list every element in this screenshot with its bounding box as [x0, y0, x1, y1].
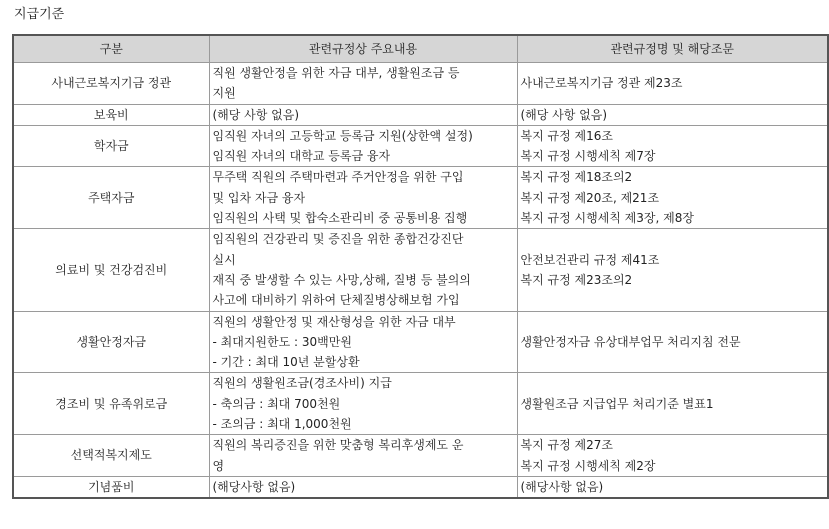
content-line: (해당 사항 없음): [212, 107, 300, 122]
content-line: 무주택 직원의 주택마련과 주거안정을 위한 구입: [212, 170, 464, 185]
content-line: 직원의 생활안정 및 재산형성을 위한 자금 대부: [212, 314, 456, 329]
reference-line: 복지 규정 제20조, 제21조: [520, 190, 660, 205]
regulation-reference-cell: [517, 63, 828, 105]
reference-line: 안전보건관리 규정 제41조: [520, 252, 660, 267]
regulation-reference-cell: [517, 435, 828, 477]
reference-line: (해당사항 없음): [520, 479, 604, 494]
regulation-reference-cell: [517, 104, 828, 125]
content-line: - 최대지원한도 : 30백만원: [212, 334, 352, 349]
content-line: 임직원 자녀의 대학교 등록금 융자: [212, 149, 391, 164]
reference-line: 복지 규정 제27조: [520, 438, 613, 453]
main-content-cell: [209, 104, 517, 125]
reference-line: 복지 규정 시행세칙 제2장: [520, 458, 656, 473]
content-line: 직원의 생활원조금(경조사비) 지급: [212, 376, 392, 391]
category-cell: 선택적복지제도: [13, 435, 209, 477]
content-line: 직원의 복리증진을 위한 맞춤형 복리후생제도 운: [212, 438, 464, 453]
content-line: 지원: [212, 86, 236, 101]
content-line: 사고에 대비하기 위하여 단체질병상해보험 가입: [212, 293, 460, 308]
reference-line: (해당 사항 없음): [520, 107, 608, 122]
category-cell: 보육비: [13, 104, 209, 125]
content-line: 임직원 자녀의 고등학교 등록금 지원(상한액 설정): [212, 128, 473, 143]
category-cell: 경조비 및 유족위로금: [13, 373, 209, 435]
header-main-content: 관련규정상 주요내용: [209, 35, 517, 63]
main-content-cell: [209, 476, 517, 498]
category-cell: 생활안정자금: [13, 311, 209, 373]
main-content-cell: [209, 229, 517, 311]
table-row: [13, 125, 828, 167]
table-body: [13, 63, 828, 499]
reference-line: 사내근로복지기금 정관 제23조: [520, 76, 683, 91]
category-cell: 사내근로복지기금 정관: [13, 63, 209, 105]
regulation-reference-cell: [517, 125, 828, 167]
category-cell: 기념품비: [13, 476, 209, 498]
table-row: [13, 476, 828, 498]
content-line: - 축의금 : 최대 700천원: [212, 396, 341, 411]
table-row: [13, 435, 828, 477]
reference-line: 복지 규정 제16조: [520, 128, 613, 143]
table-row: [13, 311, 828, 373]
reference-line: 복지 규정 시행세칙 제7장: [520, 149, 656, 164]
table-row: [13, 63, 828, 105]
reference-line: 복지 규정 제23조의2: [520, 272, 633, 287]
content-line: - 기간 : 최대 10년 분할상환: [212, 355, 360, 370]
content-line: 직원 생활안정을 위한 자금 대부, 생활원조금 등: [212, 66, 460, 80]
table-header-row: [13, 35, 828, 63]
content-line: 임직원의 사택 및 합숙소관리비 중 공통비용 집행: [212, 211, 468, 226]
content-line: 및 입차 자금 융자: [212, 190, 306, 205]
reference-line: 생활안정자금 유상대부업무 처리지침 전문: [520, 334, 741, 349]
table-row: [13, 373, 828, 435]
content-line: 실시: [212, 252, 236, 267]
main-content-cell: [209, 125, 517, 167]
regulation-reference-cell: [517, 167, 828, 229]
table-row: [13, 229, 828, 311]
regulation-reference-cell: [517, 229, 828, 311]
table-row: [13, 167, 828, 229]
category-cell: 의료비 및 건강검진비: [13, 229, 209, 311]
content-line: 임직원의 건강관리 및 증진을 위한 종합건강진단: [212, 232, 464, 247]
regulation-reference-cell: [517, 476, 828, 498]
header-category: 구분: [13, 35, 209, 63]
table-row: [13, 104, 828, 125]
regulation-reference-cell: [517, 311, 828, 373]
main-content-cell: [209, 373, 517, 435]
reference-line: 복지 규정 시행세칙 제3장, 제8장: [520, 211, 694, 226]
main-content-cell: [209, 435, 517, 477]
content-line: (해당사항 없음): [212, 479, 296, 494]
reference-line: 복지 규정 제18조의2: [520, 170, 633, 185]
category-cell: 주택자금: [13, 167, 209, 229]
benefit-criteria-table: [12, 34, 829, 499]
header-regulation-reference: 관련규정명 및 해당조문: [517, 35, 828, 63]
content-line: - 조의금 : 최대 1,000천원: [212, 417, 352, 432]
main-content-cell: [209, 63, 517, 105]
page-title: 지급기준: [14, 7, 65, 22]
regulation-reference-cell: [517, 373, 828, 435]
reference-line: 생활원조금 지급업무 처리기준 별표1: [520, 396, 714, 411]
category-cell: 학자금: [13, 125, 209, 167]
main-content-cell: [209, 311, 517, 373]
main-content-cell: [209, 167, 517, 229]
content-line: 영: [212, 458, 225, 473]
content-line: 재직 중 발생할 수 있는 사망,상해, 질병 등 불의의: [212, 272, 471, 287]
